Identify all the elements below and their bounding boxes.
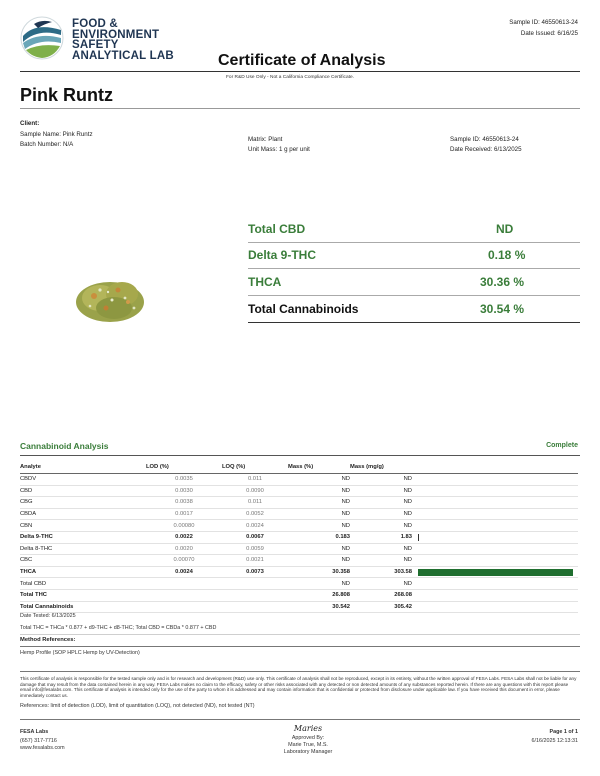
mass-pct-cell: ND (288, 555, 350, 567)
mass-pct-cell: 30.358 (288, 566, 350, 578)
summary-label: Total CBD (248, 222, 306, 236)
legal-text: This certificate of analysis is responsible for the tested sample only and is for research and development (R&D) use only. This certificate of analysis shall not be reproduced, except in its entirety, without the written approval of FESA Labs. FESA Labs shall not be liable for any damage that may result from the data contained herein in any way. FESA Labs makes no claim to the efficacy, safety or other risks associated with any detected or non detected amounts of any substances reported herein. If there are any questions with this report please email info@fesalabs.com. This certificate of analysis is intended only for the use of the party to whom it is addressed and may contain information that is confidential or protected from disclosure under applicable law. If you have received this document in error, please immediately contact us. (20, 676, 577, 698)
lod-cell: 0.0020 (146, 543, 222, 555)
summary-label: THCA (248, 275, 282, 289)
mass-mg-cell: ND (350, 520, 412, 532)
mass-mg-cell: 305.42 (350, 601, 412, 613)
mass-mg-cell: ND (350, 578, 412, 590)
table-row (20, 543, 578, 555)
footer-phone: (657) 317-7716 (20, 738, 57, 744)
method-text: Hemp Profile (SOP HPLC Hemp by UV-Detection) (20, 650, 140, 656)
bar-cell (412, 578, 578, 590)
method-title: Method References: (20, 637, 76, 643)
table-row (20, 601, 578, 613)
loq-cell (222, 601, 288, 613)
analyte-cell: Total CBD (20, 578, 146, 590)
product-divider (20, 108, 580, 109)
product-photo (70, 268, 152, 330)
table-row (20, 555, 578, 567)
bar-cell (412, 508, 578, 520)
lab-logo-icon (20, 16, 64, 60)
lod-cell (146, 601, 222, 613)
col-lod: LOD (%) (146, 463, 222, 474)
footer-lab-name: FESA Labs (20, 729, 49, 735)
lod-cell: 0.0035 (146, 474, 222, 486)
table-row (20, 531, 578, 543)
logo-line-2: ENVIRONMENT (72, 28, 160, 41)
analyte-cell: CBG (20, 497, 146, 509)
bar-cell (412, 474, 578, 486)
analyte-cell: Total Cannabinoids (20, 601, 146, 613)
client-unit-mass: Unit Mass: 1 g per unit (248, 146, 310, 153)
header-divider (20, 71, 580, 72)
mass-mg-cell: ND (350, 474, 412, 486)
method-divider (20, 646, 580, 647)
mass-bar (418, 569, 573, 576)
mass-mg-cell: ND (350, 485, 412, 497)
method-top-divider (20, 634, 580, 635)
col-analyte: Analyte (20, 463, 146, 474)
product-name: Pink Runtz (20, 85, 113, 105)
analysis-title: Cannabinoid Analysis (20, 441, 109, 451)
legal-divider (20, 671, 580, 672)
summary-row-total-cbd (248, 218, 580, 243)
client-sample-id: Sample ID: 46550613-24 (450, 136, 519, 143)
bar-cell (412, 485, 578, 497)
lab-logo (20, 16, 190, 60)
bar-cell (412, 531, 578, 543)
analysis-header-row (20, 463, 578, 474)
mass-pct-cell: ND (288, 497, 350, 509)
summary-label: Delta 9-THC (248, 248, 317, 262)
table-row (20, 520, 578, 532)
analysis-status: Complete (546, 442, 578, 449)
table-row (20, 485, 578, 497)
analyte-cell: CBDA (20, 508, 146, 520)
bar-cell (412, 555, 578, 567)
page-title: Certificate of Analysis (218, 52, 386, 69)
legal-references: References: limit of detection (LOD), limit of quantitation (LOQ), not detected (ND), not tested (NT) (20, 703, 255, 709)
logo-line-3: SAFETY (72, 39, 119, 51)
loq-cell: 0.0024 (222, 520, 288, 532)
analysis-divider (20, 455, 580, 456)
footer-timestamp: 6/16/2025 12:13:31 (531, 738, 578, 744)
mass-pct-cell: ND (288, 485, 350, 497)
analyte-cell: CBDV (20, 474, 146, 486)
table-row (20, 566, 578, 578)
mass-mg-cell: 268.08 (350, 589, 412, 601)
loq-cell: 0.0059 (222, 543, 288, 555)
logo-line-4: ANALYTICAL LAB (72, 49, 174, 62)
bar-cell (412, 589, 578, 601)
mass-bar (418, 534, 419, 541)
loq-cell: 0.0021 (222, 555, 288, 567)
mass-pct-cell: ND (288, 508, 350, 520)
mass-pct-cell: 0.183 (288, 531, 350, 543)
lod-cell: 0.0017 (146, 508, 222, 520)
table-row (20, 589, 578, 601)
bar-cell (412, 566, 578, 578)
analyte-cell: Total THC (20, 589, 146, 601)
summary-row-total-cannabinoids (248, 298, 580, 323)
loq-cell: 0.0067 (222, 531, 288, 543)
analyte-cell: Delta 9-THC (20, 531, 146, 543)
approver-title: Laboratory Manager (283, 749, 333, 755)
analyte-cell: CBN (20, 520, 146, 532)
mass-mg-cell: ND (350, 543, 412, 555)
mass-mg-cell: ND (350, 497, 412, 509)
lod-cell: 0.0024 (146, 566, 222, 578)
col-mass-pct: Mass (%) (288, 463, 350, 474)
loq-cell (222, 578, 288, 590)
lod-cell: 0.0022 (146, 531, 222, 543)
lod-cell (146, 589, 222, 601)
client-sample-name: Sample Name: Pink Runtz (20, 131, 93, 138)
header-date-issued: Date Issued: 6/16/25 (520, 30, 578, 37)
mass-pct-cell: 30.542 (288, 601, 350, 613)
approver-name: Marie True, M.S. (288, 742, 328, 748)
mass-mg-cell: 1.83 (350, 531, 412, 543)
table-row (20, 474, 578, 486)
loq-cell: 0.0052 (222, 508, 288, 520)
summary-value: 0.18 % (488, 248, 526, 262)
bar-cell (412, 497, 578, 509)
bar-cell (412, 601, 578, 613)
table-row (20, 497, 578, 509)
analyte-cell: THCA (20, 566, 146, 578)
compliance-disclaimer: For R&D Use Only - Not a California Compliance Certificate. (226, 75, 354, 80)
lod-cell: 0.0030 (146, 485, 222, 497)
total-formula: Total THC = THCa * 0.877 + d9-THC + d8-THC; Total CBD = CBDa * 0.877 + CBD (20, 625, 217, 631)
loq-cell: 0.0090 (222, 485, 288, 497)
col-loq: LOQ (%) (222, 463, 288, 474)
header-sample-id: Sample ID: 46550613-24 (509, 19, 578, 26)
date-tested: Date Tested: 6/13/2025 (20, 613, 76, 619)
loq-cell: 0.011 (222, 497, 288, 509)
summary-value: ND (496, 222, 514, 236)
client-date-received: Date Received: 6/13/2025 (450, 146, 522, 153)
lod-cell (146, 578, 222, 590)
mass-pct-cell: 26.808 (288, 589, 350, 601)
loq-cell (222, 589, 288, 601)
bar-cell (412, 543, 578, 555)
approver-signature: Maries (293, 724, 323, 733)
col-bar (412, 463, 578, 474)
mass-pct-cell: ND (288, 543, 350, 555)
table-row (20, 578, 578, 590)
mass-mg-cell: ND (350, 555, 412, 567)
client-matrix: Matrix: Plant (248, 136, 283, 143)
logo-line-1: FOOD & (72, 18, 118, 30)
approved-by-label: Approved By: (291, 735, 325, 741)
client-batch-number: Batch Number: N/A (20, 141, 74, 148)
bar-cell (412, 520, 578, 532)
analyte-cell: CBD (20, 485, 146, 497)
analyte-cell: CBC (20, 555, 146, 567)
loq-cell: 0.0073 (222, 566, 288, 578)
summary-row-delta9-thc (248, 244, 580, 269)
lod-cell: 0.00070 (146, 555, 222, 567)
analyte-cell: Delta 8-THC (20, 543, 146, 555)
mass-pct-cell: ND (288, 474, 350, 486)
table-row (20, 508, 578, 520)
loq-cell: 0.011 (222, 474, 288, 486)
mass-mg-cell: ND (350, 508, 412, 520)
lod-cell: 0.00080 (146, 520, 222, 532)
client-label: Client: (20, 120, 40, 127)
page-number: Page 1 of 1 (549, 729, 578, 735)
summary-label: Total Cannabinoids (248, 302, 359, 316)
lod-cell: 0.0038 (146, 497, 222, 509)
col-mass-mg: Mass (mg/g) (350, 463, 412, 474)
mass-mg-cell: 303.58 (350, 566, 412, 578)
summary-value: 30.54 % (480, 302, 525, 316)
analysis-table (20, 463, 578, 613)
mass-pct-cell: ND (288, 578, 350, 590)
summary-value: 30.36 % (480, 275, 525, 289)
footer-website: www.fesalabs.com (20, 745, 65, 751)
mass-pct-cell: ND (288, 520, 350, 532)
footer-divider (20, 719, 580, 720)
summary-row-thca (248, 271, 580, 296)
